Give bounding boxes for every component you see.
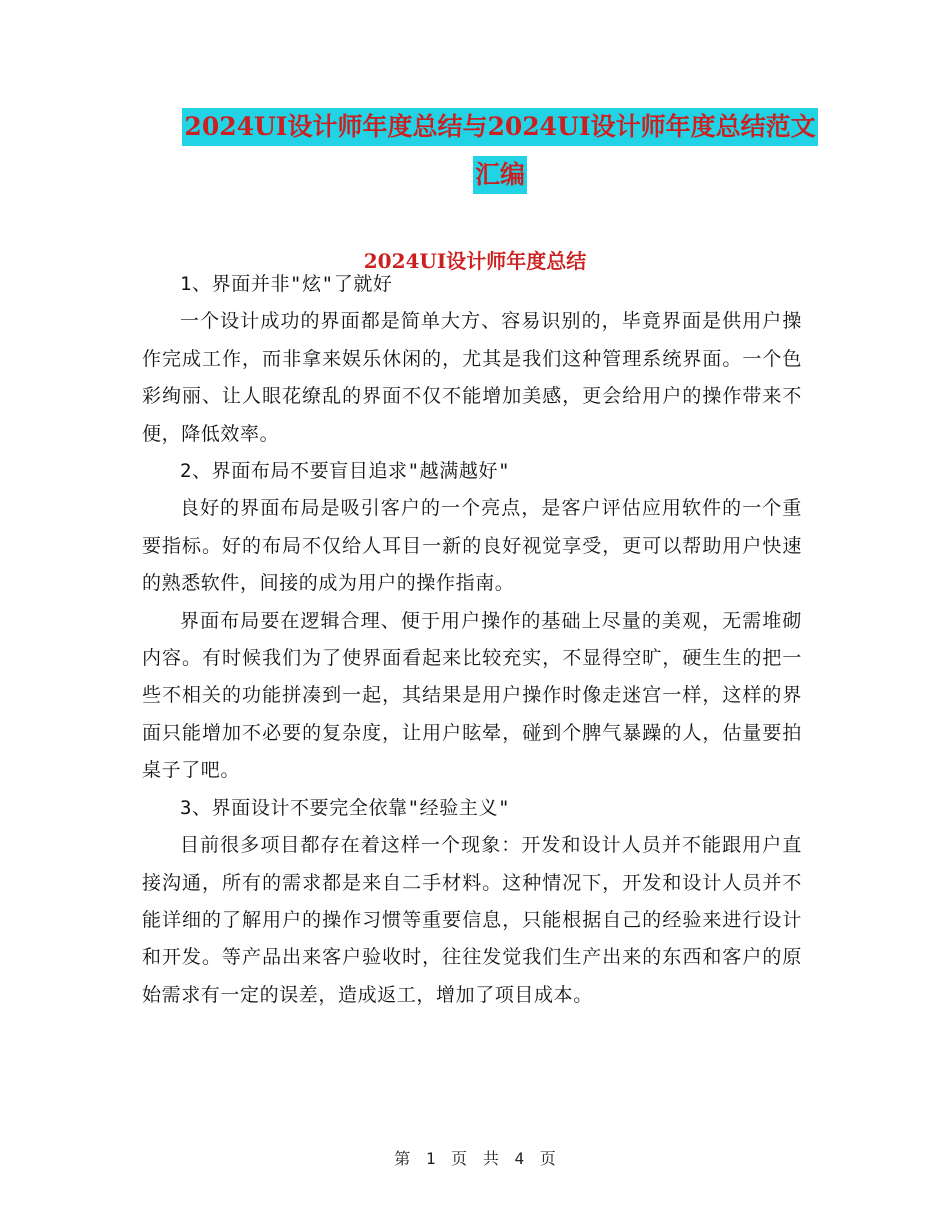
document-title xyxy=(150,108,850,200)
document-body xyxy=(142,266,802,1014)
paragraph: 一个设计成功的界面都是简单大方、容易识别的，毕竟界面是供用户操作完成工作，而非拿来娱乐休闲的，尤其是我们这种管理系统界面。一个色彩绚丽、让人眼花缭乱的界面不仅不能增加美感，更会给用户的操作带来不便，降低效率。 xyxy=(142,310,802,445)
paragraph: 目前很多项目都存在着这样一个现象：开发和设计人员并不能跟用户直接沟通，所有的需求都是来自二手材料。这种情况下，开发和设计人员并不能详细的了解用户的操作习惯等重要信息，只能根据自己的经验来进行设计和开发。等产品出来客户验收时，往往发觉我们生产出来的东西和客户的原始需求有一定的误差，造成返工，增加了项目成本。 xyxy=(142,834,802,1006)
paragraph: 良好的界面布局是吸引客户的一个亮点，是客户评估应用软件的一个重要指标。好的布局不仅给人耳目一新的良好视觉享受，更可以帮助用户快速的熟悉软件，间接的成为用户的操作指南。 xyxy=(142,497,802,595)
paragraph-heading-3: 3、界面设计不要完全依靠"经验主义" xyxy=(180,796,511,819)
document-title-line-1: 2024UI设计师年度总结与2024UI设计师年度总结范文 xyxy=(182,108,817,146)
paragraph-heading-1: 1、界面并非"炫"了就好 xyxy=(180,273,393,295)
paragraph-heading-2: 2、界面布局不要盲目追求"越满越好" xyxy=(180,460,511,483)
document-title-line-2: 汇编 xyxy=(473,156,527,194)
page-footer: 第 1 页 共 4 页 xyxy=(394,1149,556,1168)
paragraph: 界面布局要在逻辑合理、便于用户操作的基础上尽量的美观，无需堆砌内容。有时候我们为了使界面看起来比较充实，不显得空旷，硬生生的把一些不相关的功能拼凑到一起，其结果是用户操作时像走迷宫一样，这样的界面只能增加不必要的复杂度，让用户眩晕，碰到个脾气暴躁的人，估量要拍桌子了吧。 xyxy=(142,609,802,782)
section-heading: 2024UI设计师年度总结 xyxy=(363,249,587,273)
